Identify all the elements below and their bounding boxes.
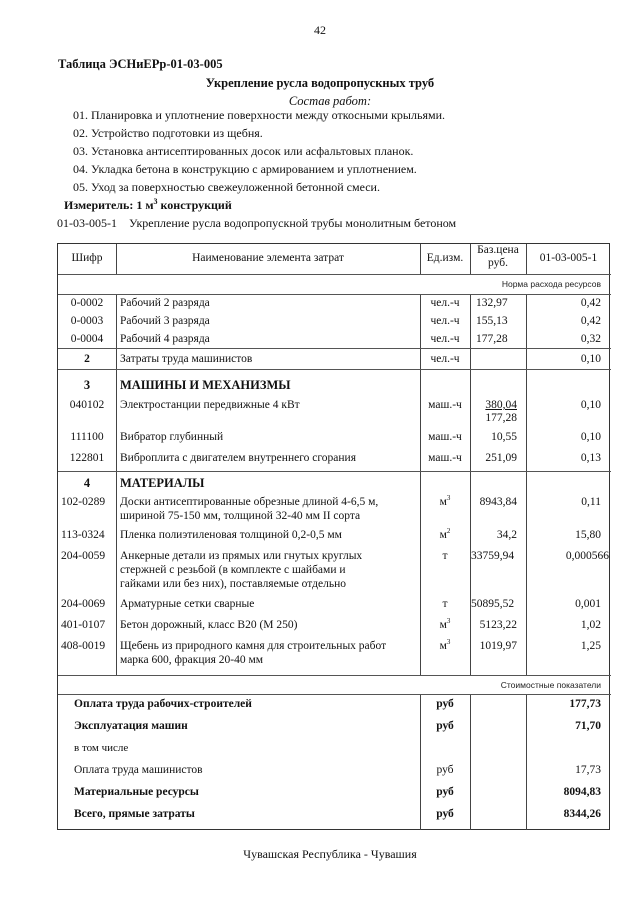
page-number: 42	[314, 23, 326, 37]
cost-name: Оплата труда рабочих-строителей	[74, 698, 252, 710]
row-value: 1,02	[580, 619, 601, 631]
row-name: стержней с резьбой (в комплекте с шайбами и	[120, 564, 346, 576]
cost-unit: руб	[436, 808, 454, 820]
row-price: 34,2	[496, 529, 517, 541]
row-name: Виброплита с двигателем внутреннего сгорания	[120, 452, 356, 464]
row-value: 0,000566	[565, 550, 609, 562]
row-unit: чел.-ч	[430, 353, 460, 365]
cost-name: в том числе	[74, 742, 129, 754]
row-code: 040102	[69, 399, 105, 411]
row-value: 0,10	[580, 353, 601, 365]
cost-name: Всего, прямые затраты	[74, 808, 195, 820]
row-code: 113-0324	[61, 529, 105, 541]
row-name: Затраты труда машинистов	[120, 353, 253, 365]
row-unit: $м^3$	[439, 617, 451, 631]
row-unit: т	[442, 598, 448, 610]
operation-item: 01. Планировка и уплотнение поверхности между откосными крыльями.	[73, 108, 445, 122]
norm-name: Укрепление русла водопропускной трубы монолитным бетоном	[129, 216, 457, 230]
row-code: 0-0004	[70, 333, 104, 345]
row-unit: $м^2$	[439, 527, 451, 541]
row-name: Рабочий 4 разряда	[120, 333, 210, 345]
row-name: Арматурные сетки сварные	[120, 598, 255, 610]
row-value: 0,32	[580, 333, 601, 345]
row-price-sub: 177,28	[485, 412, 517, 424]
resource-table	[57, 243, 610, 830]
norm-title	[57, 216, 456, 231]
row-name: Рабочий 2 разряда	[120, 297, 210, 309]
row-price: 8943,84	[479, 496, 517, 508]
header-price: Баз.цена руб.	[477, 244, 519, 269]
row-price: 251,09	[485, 452, 517, 464]
row-code: 204-0059	[61, 550, 106, 562]
row-value: 0,001	[575, 598, 601, 610]
row-price: 132,97	[476, 297, 508, 309]
row-name: Анкерные детали из прямых или гнутых круглых	[120, 550, 363, 562]
row-price: 10,55	[491, 431, 517, 443]
cost-name: Оплата труда машинистов	[74, 764, 203, 776]
operation-item: 05. Уход за поверхностью свежеуложенной бетонной смеси.	[73, 180, 380, 194]
row-value: 0,42	[580, 297, 601, 309]
row-name: Доски антисептированные обрезные длиной 4-6,5 м,	[120, 496, 379, 508]
row-code: 0-0003	[70, 315, 104, 327]
cost-section-label: Стоимостные показатели	[500, 680, 601, 690]
row-value: 1,25	[580, 640, 601, 652]
header-name: Наименование элемента затрат	[192, 252, 344, 264]
row-name: шириной 75-150 мм, толщиной 32-40 мм II сорта	[120, 510, 361, 522]
row-name: марка 600, фракция 20-40 мм	[120, 654, 264, 666]
row-price: 50895,52	[471, 598, 515, 610]
row-code: 122801	[69, 452, 105, 464]
cost-value: 71,70	[575, 720, 601, 732]
section-title-materials: МАТЕРИАЛЫ	[120, 476, 205, 490]
row-code: 204-0069	[61, 598, 106, 610]
row-unit: $м^3$	[439, 638, 451, 652]
operation-item: 02. Устройство подготовки из щебня.	[73, 126, 263, 140]
row-value: 0,11	[581, 496, 601, 508]
row-price: 380,04	[485, 399, 517, 411]
section-code: 4	[83, 476, 91, 490]
cost-value: 8094,83	[563, 786, 601, 798]
row-value: 0,10	[580, 431, 601, 443]
section-title-machines: МАШИНЫ И МЕХАНИЗМЫ	[120, 378, 291, 392]
row-code: 408-0019	[61, 640, 106, 652]
cost-value: 17,73	[575, 764, 601, 776]
cost-unit: руб	[436, 764, 454, 776]
row-name: Пленка полиэтиленовая толщиной 0,2-0,5 мм	[120, 529, 342, 541]
row-code: 0-0002	[70, 297, 104, 309]
measure-unit: Измеритель: 1 $м^3$ конструкций	[64, 197, 232, 212]
row-code: 111100	[70, 431, 104, 443]
operation-item: 03. Установка антисептированных досок или асфальтовых планок.	[73, 144, 414, 158]
row-name: Бетон дорожный, класс В20 (М 250)	[120, 619, 298, 631]
row-value: 0,10	[580, 399, 601, 411]
row-unit: маш.-ч	[428, 431, 462, 443]
row-name: гайками или без них), поставляемые отдельно	[120, 578, 346, 590]
norm-code: 01-03-005-1	[57, 216, 117, 230]
row-unit: чел.-ч	[430, 315, 460, 327]
row-name: Вибратор глубинный	[120, 431, 224, 443]
row-unit: т	[442, 550, 448, 562]
section-code: 3	[83, 378, 91, 392]
page-footer: Чувашская Республика - Чувашия	[243, 847, 417, 861]
cost-unit: руб	[436, 720, 454, 732]
row-name: Щебень из природного камня для строительных работ	[120, 640, 387, 652]
row-unit: маш.-ч	[428, 399, 462, 411]
cost-value: 8344,26	[563, 808, 601, 820]
cost-name: Материальные ресурсы	[74, 786, 199, 798]
document-title: Укрепление русла водопропускных труб	[205, 76, 435, 90]
row-unit: чел.-ч	[430, 297, 460, 309]
header-norm: 01-03-005-1	[539, 252, 598, 264]
header-unit: Ед.изм.	[426, 252, 464, 264]
cost-value: 177,73	[569, 698, 601, 710]
row-value: 0,13	[580, 452, 601, 464]
row-price: 33759,94	[471, 550, 515, 562]
row-price: 5123,22	[479, 619, 517, 631]
row-value: 15,80	[575, 529, 601, 541]
row-name: Рабочий 3 разряда	[120, 315, 210, 327]
cost-unit: руб	[436, 698, 454, 710]
row-name: Электростанции передвижные 4 кВт	[120, 399, 300, 411]
row-code: 102-0289	[61, 496, 106, 508]
cost-unit: руб	[436, 786, 454, 798]
operation-item: 04. Укладка бетона в конструкцию с армированием и уплотнением.	[73, 162, 417, 176]
row-unit: маш.-ч	[428, 452, 462, 464]
row-code: 401-0107	[61, 619, 106, 631]
row-code: 2	[84, 353, 90, 365]
header-code: Шифр	[71, 252, 103, 264]
row-unit: чел.-ч	[430, 333, 460, 345]
table-id: Таблица ЭСНиЕРр-01-03-005	[58, 57, 223, 71]
row-value: 0,42	[580, 315, 601, 327]
work-composition-heading: Состав работ:	[288, 94, 372, 108]
row-unit: $м^3$	[439, 494, 451, 508]
norm-section-label: Норма расхода ресурсов	[501, 279, 601, 289]
row-price: 155,13	[476, 315, 508, 327]
row-price: 1019,97	[479, 640, 517, 652]
row-price: 177,28	[476, 333, 508, 345]
cost-name: Эксплуатация машин	[74, 720, 188, 732]
